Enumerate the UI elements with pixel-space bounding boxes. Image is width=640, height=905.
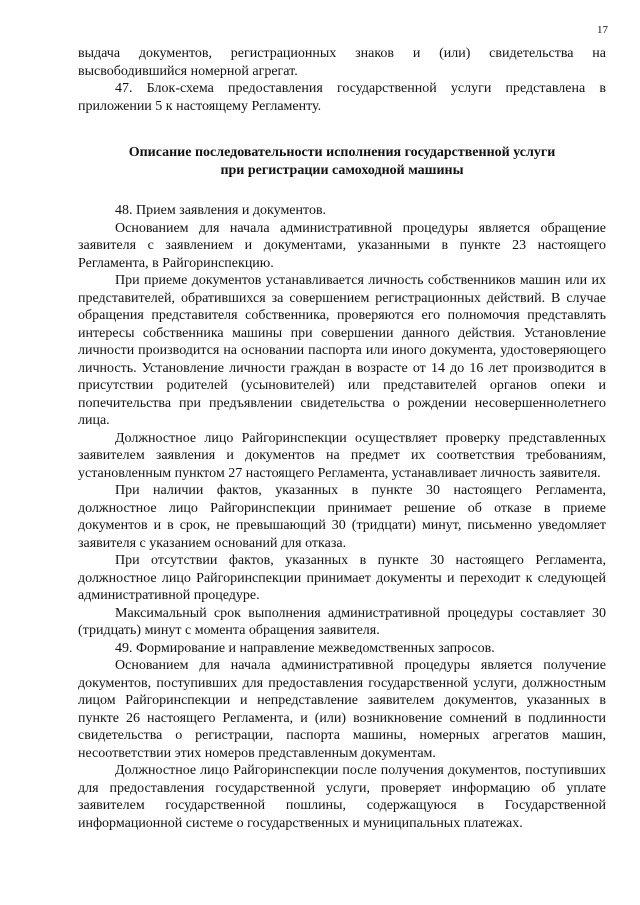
paragraph-48-deadline: Максимальный срок выполнения административной процедуры составляет 30 (тридцать) минут с момента обращения заявителя. xyxy=(78,605,606,638)
paragraph-48-acceptance: При отсутствии фактов, указанных в пункте 30 настоящего Регламента, должностное лицо Райгоринспекции принимает документы и переходит к следующей административной процедуре. xyxy=(78,553,606,603)
paragraph-49-title: 49. Формирование и направление межведомственных запросов. xyxy=(115,640,495,656)
paragraph-48-identity: При приеме документов устанавливается личность собственников машин или их представителей, обратившихся за совершением регистрационных действий. В случае обращения представителя собственника, проверяются его полномочия представлять интересы собственника машины при совершении данного действия. Установление личности производится на основании паспорта или иного документа, удостоверяющего личность. Установление личности граждан в возрасте от 14 до 16 лет производится в присутствии родителей (усыновителей) или представителей органов опеки и попечительства при предъявлении свидетельства о рождении несовершеннолетнего лица. xyxy=(78,273,606,428)
paragraph-49-basis: Основанием для начала административной процедуры является получение документов, поступивших для предоставления государственной услуги, должностным лицом Райгоринспекции и непредставление заявителем документов, указанных в пункте 26 настоящего Регламента, и (или) возникновение сомнений в подлинности свидетельства о регистрации, паспорта машины, номерных агрегатов машин, несоответствии этих номеров представленным документам. xyxy=(78,658,606,761)
paragraph-47: 47. Блок-схема предоставления государственной услуги представлена в приложении 5 к настоящему Регламенту. xyxy=(78,81,606,114)
document-body xyxy=(78,45,606,832)
paragraph-48-title: 48. Прием заявления и документов. xyxy=(115,203,327,218)
paragraph-48-verification: Должностное лицо Райгоринспекции осуществляет проверку представленных заявителем заявления и документов на предмет их соответствия требованиям, установленным пунктом 27 настоящего Регламента, устанавливает личность заявителя. xyxy=(78,430,606,481)
paragraph-48-basis: Основанием для начала административной процедуры является обращение заявителя с заявлением и документами, указанными в пункте 23 настоящего Регламента, в Райгоринспекцию. xyxy=(78,220,606,271)
paragraph-48-refusal: При наличии фактов, указанных в пункте 30 настоящего Регламента, должностное лицо Райгоринспекции принимает решение об отказе в приеме документов и в срок, не превышающий 30 (тридцати) минут, письменно уведомляет заявителя с указанием оснований для отказа. xyxy=(78,483,606,551)
section-heading xyxy=(78,144,606,179)
page-number: 17 xyxy=(597,24,608,36)
section-heading-line-2: при регистрации самоходной машины xyxy=(220,162,464,178)
section-heading-line-1: Описание последовательности исполнения государственной услуги xyxy=(128,145,556,160)
paragraph-49-payment-check: Должностное лицо Райгоринспекции после получения документов, поступивших для предоставления государственной услуги, проверяет информацию об уплате заявителем государственной пошлины, содержащуюся в Государственной информационной системе о государственных и муниципальных платежах. xyxy=(78,763,606,831)
paragraph-continuation: выдача документов, регистрационных знаков и (или) свидетельства на высвободившийся номерной агрегат. xyxy=(78,46,606,79)
